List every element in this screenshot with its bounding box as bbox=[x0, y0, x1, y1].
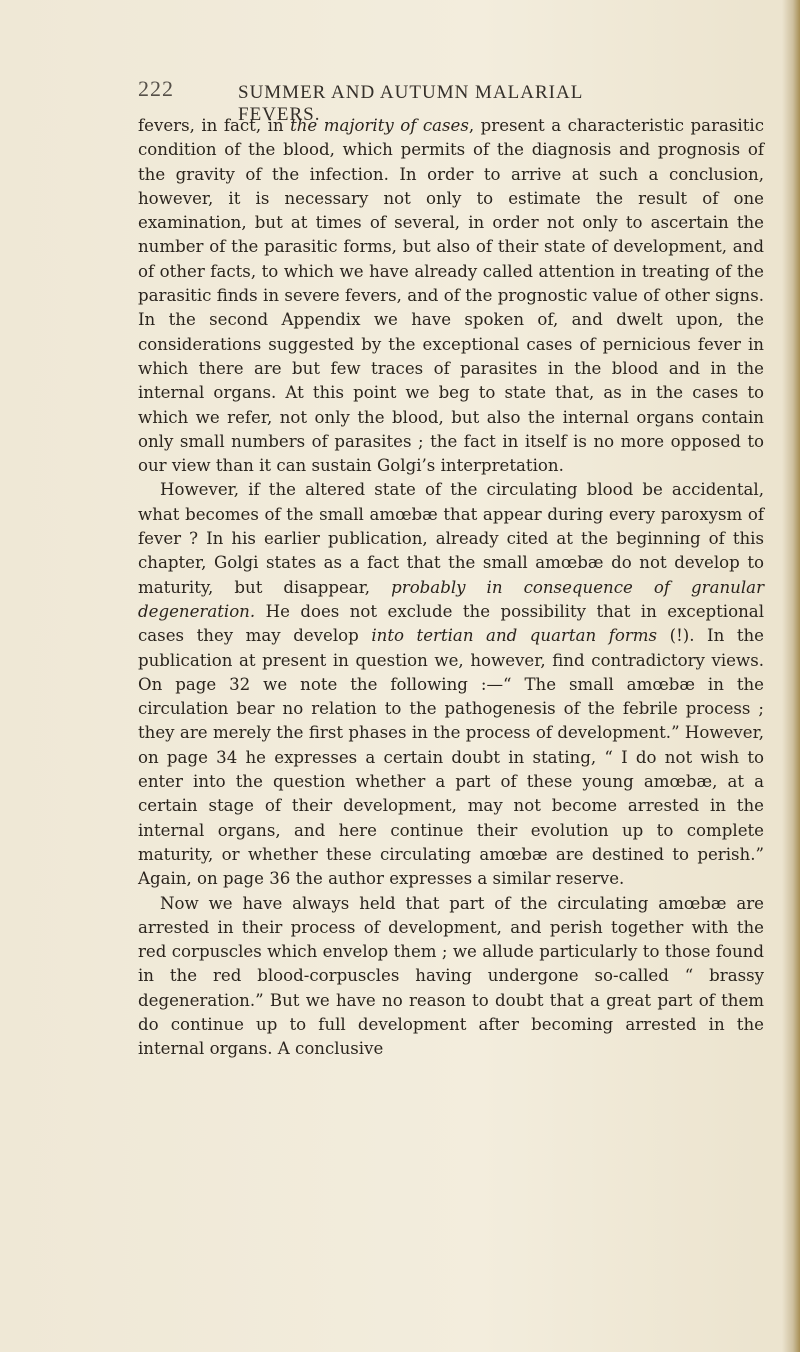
text-run: , present a characteristic parasitic condition of the blood, which permits of the diagnosis and prognosis of the gravity of the infection. In order to arrive at such a conclusion, however, it is necessary not only to estimate the result of one examination, but at times of several, in order not only to ascertain the number of the parasitic forms, but also of their state of development, and of other facts, to which we have already called attention in treating of the parasitic finds in severe fevers, and of the prognostic value of other signs. In the second Appendix we have spoken of, and dwelt upon, the considerations suggested by the exceptional cases of pernicious fever in which there are but few traces of parasites in the blood and in the internal organs. At this point we beg to state that, as in the cases to which we refer, not only the blood, but also the internal organs contain only small numbers of parasites ; the fact in itself is no more opposed to our view than it can sustain Golgi’s interpretation. bbox=[138, 116, 764, 476]
text-run: (!). In the publication at present in question we, however, find contradictory views. On page 32 we note the following :—“ The small amœbæ in the circulation bear no relation to the pathogenesis of the febrile process ; they are merely the first phases in the process of development.” However, on page 34 he expresses a certain doubt in stating, “ I do not wish to enter into the question whether a part of these young amœbæ, at a certain stage of their development, may not become arrested in the internal organs, and here continue their evolution up to complete maturity, or whether these circulating amœbæ are destined to perish.” Again, on page 36 the author expresses a similar reserve. bbox=[138, 626, 764, 889]
italic-text: probably in consequence of granular degeneration. bbox=[138, 577, 765, 621]
page-edge-shadow bbox=[782, 0, 800, 1352]
page-number: 222 bbox=[138, 76, 174, 101]
running-title: SUMMER AND AUTUMN MALARIAL FEVERS. bbox=[238, 82, 583, 125]
text-run: He does not exclude the possibility that in exceptional cases they may develop bbox=[138, 601, 764, 646]
paragraph-2 bbox=[138, 478, 764, 891]
text-run: fevers, in fact, in bbox=[138, 116, 291, 135]
italic-text: the majority of cases bbox=[290, 116, 469, 135]
text-run: However, if the altered state of the circulating blood be accidental, what becomes of the small amœbæ that appear during every paroxysm of fever ? In his earlier publication, already cited at the beginning of this chapter, Golgi states as a fact that the small amœbæ do not develop to maturity, but disappear, bbox=[138, 480, 764, 597]
paragraph-1 bbox=[138, 114, 764, 478]
body-text bbox=[138, 114, 764, 1062]
text-run: Now we have always held that part of the circulating amœbæ are arrested in their process of development, and perish together with the red corpuscles which envelop them ; we allude particularly to those found in the red blood-corpuscles having undergone so-called “ brassy degeneration.” But we have no reason to doubt that a great part of them do continue up to full development after becoming arrested in the internal organs. A conclusive bbox=[138, 893, 764, 1059]
paragraph-3 bbox=[138, 892, 764, 1062]
italic-text: into tertian and quartan forms bbox=[371, 626, 658, 646]
